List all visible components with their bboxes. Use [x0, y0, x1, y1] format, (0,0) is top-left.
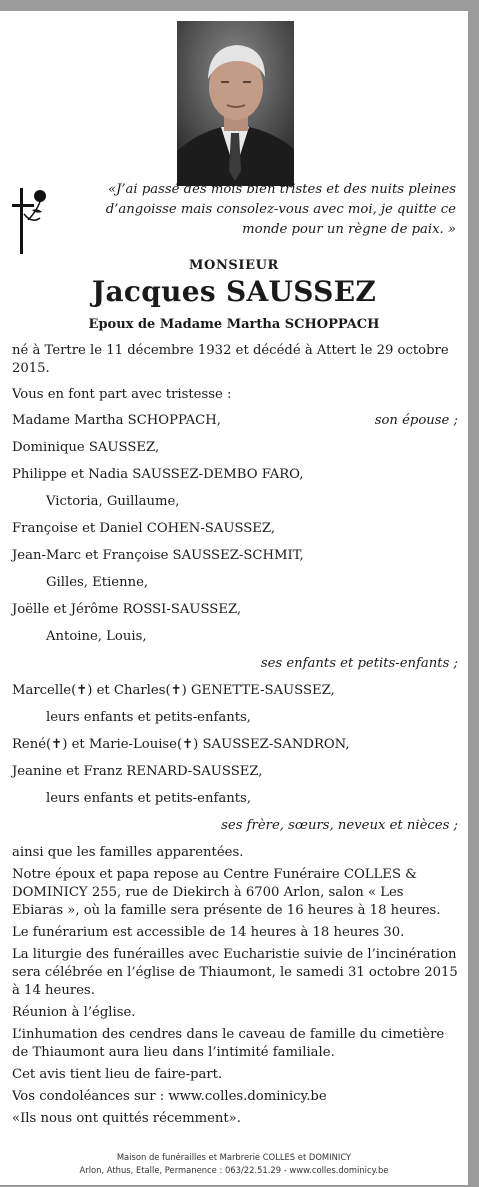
intro-text: Vous en font part avec tristesse : — [12, 387, 232, 402]
family-member: Philippe et Nadia SAUSSEZ-DEMBO FARO, — [12, 467, 304, 482]
family-member: Madame Martha SCHOPPACH, — [12, 413, 221, 428]
grandchildren: Antoine, Louis, — [46, 629, 147, 644]
descendants: leurs enfants et petits-enfants, — [46, 791, 251, 806]
family-role: ses frère, sœurs, neveux et nièces ; — [221, 818, 458, 833]
epitaph-quote: «J’ai passé des mois bien tristes et des nuits pleines d’angoisse mais consolez-vous avec moi, je quitte ce monde pour un règne de paix. » — [105, 182, 456, 237]
family-member: Joëlle et Jérôme ROSSI-SAUSSEZ, — [12, 602, 242, 617]
closing-paragraph: Notre époux et papa repose au Centre Funéraire COLLES & DOMINICY 255, rue de Diekirch à 6700 Arlon, salon « Les Ebiaras », où la famille sera présente de 16 heures à 18 heures. — [12, 867, 441, 918]
closing-paragraph: ainsi que les familles apparentées. — [12, 845, 244, 860]
footer-line: Arlon, Athus, Etalle, Permanence : 063/22.51.29 - www.colles.dominicy.be — [79, 1165, 389, 1175]
family-member: René(✝) et Marie-Louise(✝) SAUSSEZ-SANDRON, — [12, 737, 350, 752]
closing-paragraph: «Ils nous ont quittés récemment». — [12, 1111, 241, 1126]
closing-paragraph: Cet avis tient lieu de faire-part. — [12, 1067, 223, 1082]
family-row — [12, 682, 458, 700]
family-row — [12, 628, 458, 646]
family-role: ses enfants et petits-enfants ; — [260, 656, 458, 671]
funeral-home-footer — [0, 1151, 468, 1177]
descendants: leurs enfants et petits-enfants, — [46, 710, 251, 725]
grandchildren: Victoria, Guillaume, — [46, 494, 180, 509]
footer-line: Maison de funérailles et Marbrerie COLLES et DOMINICY — [116, 1152, 352, 1162]
family-row — [12, 493, 458, 511]
cross-with-rose-icon — [10, 184, 52, 258]
grandchildren: Gilles, Etienne, — [46, 575, 149, 590]
announcement-body — [12, 342, 458, 1132]
family-row — [12, 790, 458, 808]
deceased-name: Jacques SAUSSEZ — [91, 275, 377, 308]
family-row — [12, 466, 458, 484]
family-row — [12, 439, 458, 457]
birth-death-text: né à Tertre le 11 décembre 1932 et décédé à Attert le 29 octobre 2015. — [12, 343, 449, 376]
family-member: Dominique SAUSSEZ, — [12, 440, 160, 455]
closing-paragraph: La liturgie des funérailles avec Eucharistie suivie de l’incinération sera célébrée en l’église de Thiaumont, le samedi 31 octobre 2015 à 14 heures. — [12, 947, 458, 998]
closing-paragraph: Réunion à l’église. — [12, 1005, 136, 1020]
family-row — [12, 736, 458, 754]
condolences-link: Vos condoléances sur : www.colles.dominicy.be — [12, 1089, 327, 1104]
closing-paragraph: L’inhumation des cendres dans le caveau de famille du cimetière de Thiaumont aura lieu dans l’intimité familiale. — [12, 1027, 445, 1060]
spouse-line: Epoux de Madame Martha SCHOPPACH — [88, 317, 380, 332]
family-member: Marcelle(✝) et Charles(✝) GENETTE-SAUSSEZ, — [12, 683, 335, 698]
family-row — [12, 763, 458, 781]
closing-paragraph: Le funérarium est accessible de 14 heures à 18 heures 30. — [12, 925, 405, 940]
family-role: son épouse ; — [374, 413, 458, 428]
family-row — [12, 520, 458, 538]
family-member: Françoise et Daniel COHEN-SAUSSEZ, — [12, 521, 276, 536]
obituary-card — [0, 11, 468, 1185]
family-row — [12, 601, 458, 619]
family-member: Jeanine et Franz RENARD-SAUSSEZ, — [12, 764, 263, 779]
portrait-photo — [177, 21, 294, 186]
family-row — [12, 574, 458, 592]
family-row-spouse — [12, 412, 458, 430]
honorific: MONSIEUR — [189, 258, 279, 273]
family-row — [12, 709, 458, 727]
family-row — [12, 547, 458, 565]
family-member: Jean-Marc et Françoise SAUSSEZ-SCHMIT, — [12, 548, 304, 563]
